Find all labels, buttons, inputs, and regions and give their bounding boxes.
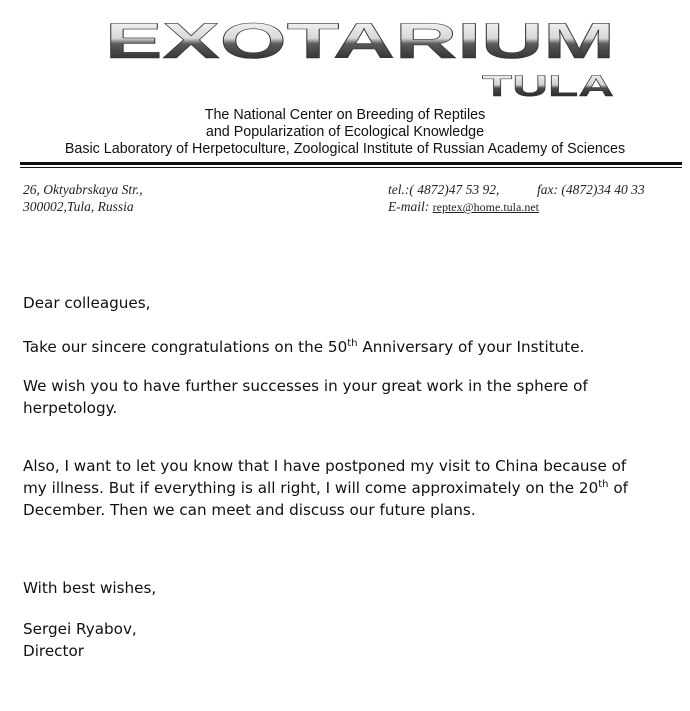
closing: With best wishes,: [23, 579, 157, 597]
signer-name: Sergei Ryabov,: [23, 620, 137, 638]
email-link[interactable]: reptex@home.tula.net: [432, 200, 539, 214]
email-label: E-mail:: [388, 199, 430, 214]
email-row: [388, 198, 539, 216]
para1-text-end: Anniversary of your Institute.: [357, 338, 585, 356]
para3-line-3: December. Then we can meet and discuss our future plans.: [23, 501, 476, 519]
para3-line-1: Also, I want to let you know that I have postponed my visit to China because of: [23, 457, 627, 475]
paragraph-visit: [23, 455, 673, 521]
header-divider-thin: [20, 167, 682, 168]
para3-line-2-end: of: [608, 479, 628, 497]
logo-main-text: EXOTARIUM: [105, 14, 615, 64]
logo-sub-text: TULA: [482, 70, 614, 102]
para1-superscript: th: [347, 338, 358, 349]
org-line-1: The National Center on Breeding of Reptiles: [204, 107, 486, 123]
paragraph-wishes: [23, 375, 673, 419]
address-line-2: 300002,Tula, Russia: [23, 199, 134, 214]
para3-line-2-start: my illness. But if everything is all right, I will come approximately on the 20: [23, 479, 599, 497]
signer-title: Director: [23, 642, 85, 660]
address-line-1: 26, Oktyabrskaya Str.,: [23, 182, 143, 197]
exotarium-logo: [100, 14, 620, 64]
fax: fax: (4872)34 40 33: [537, 182, 645, 197]
para3-superscript: th: [598, 479, 609, 490]
para3-line-2: [23, 477, 673, 499]
header-divider: [20, 162, 682, 165]
org-line-3: Basic Laboratory of Herpetoculture, Zoological Institute of Russian Academy of Sciences: [64, 141, 626, 157]
telephone: tel.:( 4872)47 53 92,: [388, 182, 500, 197]
paragraph-congratulations: [23, 336, 673, 358]
para2-line-2: herpetology.: [23, 399, 118, 417]
org-line-2: and Popularization of Ecological Knowledge: [205, 124, 485, 140]
para2-line-1: We wish you to have further successes in your great work in the sphere of: [23, 377, 588, 395]
salutation: Dear colleagues,: [23, 294, 151, 312]
tula-logo: [478, 68, 618, 102]
para1-text-start: Take our sincere congratulations on the 50: [23, 338, 348, 356]
